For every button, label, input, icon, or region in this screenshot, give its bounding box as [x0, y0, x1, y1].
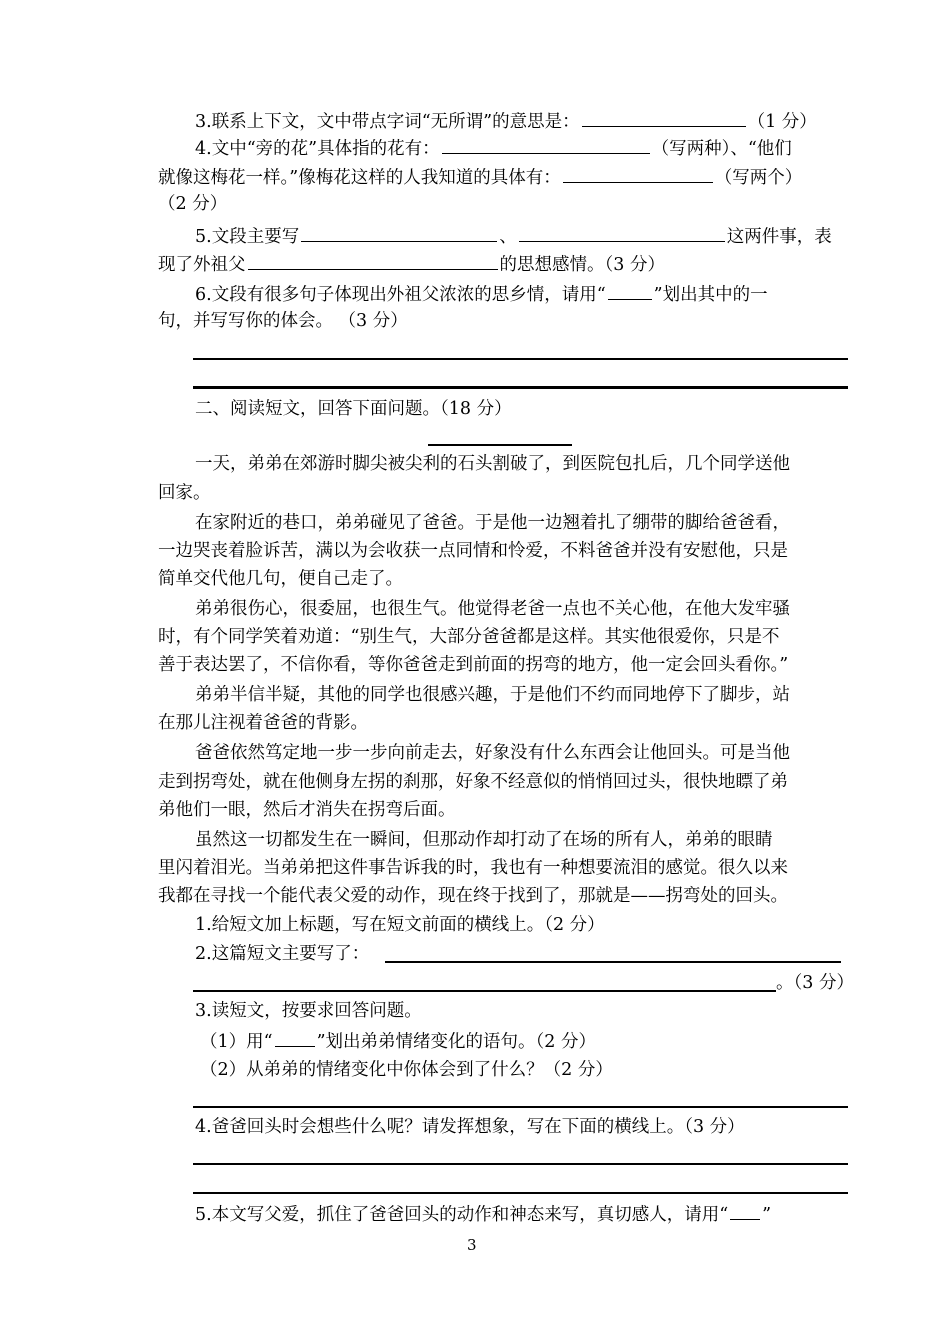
answer-line[interactable]: [193, 386, 848, 389]
question-3-text: 3.联系上下文，文中带点字词“无所谓”的意思是：: [195, 112, 580, 132]
question-5-line-2: [158, 251, 665, 277]
underline-sample: [608, 281, 652, 300]
answer-line[interactable]: [385, 961, 841, 963]
passage-line: 里闪着泪光。当弟弟把这件事告诉我的时，我也有一种想要流泪的感觉。很久以来: [158, 858, 788, 878]
s2-question-2-text: 2.这篇短文主要写了：: [195, 944, 370, 964]
section-2-heading: 二、阅读短文，回答下面问题。（18 分）: [195, 399, 512, 419]
question-6-line-1: [195, 281, 768, 307]
passage-line: 一边哭丧着脸诉苦，满以为会收获一点同情和怜爱，不料爸爸并没有安慰他，只是: [158, 541, 788, 561]
answer-line[interactable]: [193, 1106, 848, 1108]
passage-line: 简单交代他几句，便自己走了。: [158, 569, 403, 589]
question-5-text-a: 5.文段主要写: [195, 227, 300, 247]
question-5-text-d: 的思想感情。（3 分）: [499, 255, 665, 275]
question-4-text-d: （写两个）: [714, 168, 803, 188]
s2-question-3-2: （2）从弟弟的情绪变化中你体会到了什么？（2 分）: [200, 1060, 613, 1080]
answer-line[interactable]: [193, 1192, 848, 1194]
answer-line[interactable]: [193, 990, 776, 992]
question-4-text-b: （写两种）、“他们: [651, 139, 792, 159]
s2-question-2-score: 。（3 分）: [776, 973, 854, 993]
passage-line: 走到拐弯处，就在他侧身左拐的刹那，好象不经意似的悄悄回过头，很快地瞟了弟: [158, 772, 788, 792]
s2-question-2: [195, 942, 369, 966]
question-5-text-b: 这两件事，表: [726, 227, 832, 247]
answer-blank[interactable]: [301, 223, 497, 242]
passage-line: 回家。: [158, 483, 211, 503]
s2-question-5-text-b: ”: [762, 1205, 772, 1225]
question-4-line-1: [195, 135, 792, 161]
s2-question-3-1-text-a: （1）用“: [200, 1032, 273, 1052]
passage-line: 弟弟很伤心，很委屈，也很生气。他觉得老爸一点也不关心他，在他大发牢骚: [195, 599, 790, 619]
question-5-line-1: [195, 223, 832, 249]
question-5-separator: 、: [499, 227, 517, 247]
underline-sample: [730, 1201, 760, 1220]
page-number: 3: [467, 1236, 477, 1254]
passage-line: 在家附近的巷口，弟弟碰见了爸爸。于是他一边翘着扎了绷带的脚给爸爸看，: [195, 513, 790, 533]
question-6-line-2: 句，并写写你的体会。 （3 分）: [158, 311, 408, 331]
answer-blank[interactable]: [519, 223, 725, 242]
passage-line: 弟他们一眼，然后才消失在拐弯后面。: [158, 800, 456, 820]
question-4-line-2: [158, 164, 802, 190]
question-6-text-b: ”划出其中的一: [653, 285, 768, 305]
s2-question-1: 1.给短文加上标题，写在短文前面的横线上。（2 分）: [195, 915, 605, 935]
passage-line: 善于表达罢了，不信你看，等你爸爸走到前面的拐弯的地方，他一定会回头看你。”: [158, 655, 789, 675]
answer-blank[interactable]: [563, 164, 713, 183]
s2-question-5-text-a: 5.本文写父爱，抓住了爸爸回头的动作和神态来写，真切感人，请用“: [195, 1205, 729, 1225]
s2-question-3: 3.读短文，按要求回答问题。: [195, 1001, 422, 1021]
passage-line: 时，有个同学笑着劝道：“别生气，大部分爸爸都是这样。其实他很爱你，只是不: [158, 627, 780, 647]
underline-sample: [275, 1028, 315, 1047]
s2-question-3-1-text-b: ”划出弟弟情绪变化的语句。（2 分）: [316, 1032, 596, 1052]
question-3-line: [195, 108, 817, 134]
passage-line: 弟弟半信半疑，其他的同学也很感兴趣，于是他们不约而同地停下了脚步，站: [195, 685, 790, 705]
s2-question-5: [195, 1201, 771, 1227]
answer-blank[interactable]: [248, 251, 498, 270]
question-4-text-c: 就像这梅花一样。”像梅花这样的人我知道的具体有：: [158, 168, 561, 188]
question-3-score: （1 分）: [747, 112, 817, 132]
question-4-text-a: 4.文中“旁的花”具体指的花有：: [195, 139, 440, 159]
passage-line: 一天，弟弟在郊游时脚尖被尖利的石头割破了，到医院包扎后，几个同学送他: [195, 454, 790, 474]
answer-blank[interactable]: [582, 108, 746, 127]
passage-line: 我都在寻找一个能代表父爱的动作，现在终于找到了，那就是——拐弯处的回头。: [158, 886, 788, 906]
s2-question-4: 4.爸爸回头时会想些什么呢？请发挥想象，写在下面的横线上。（3 分）: [195, 1117, 745, 1137]
question-4-line-3: （2 分）: [158, 194, 228, 214]
title-blank[interactable]: [428, 444, 572, 446]
s2-question-3-1: [200, 1028, 596, 1054]
passage-line: 在那儿注视着爸爸的背影。: [158, 713, 368, 733]
answer-line[interactable]: [193, 358, 848, 360]
passage-line: 爸爸依然笃定地一步一步向前走去，好象没有什么东西会让他回头。可是当他: [195, 743, 790, 763]
answer-blank[interactable]: [442, 135, 650, 154]
question-5-text-c: 现了外祖父: [158, 255, 246, 275]
question-6-text-a: 6.文段有很多句子体现出外祖父浓浓的思乡情，请用“: [195, 285, 606, 305]
passage-line: 虽然这一切都发生在一瞬间，但那动作却打动了在场的所有人，弟弟的眼睛: [195, 830, 773, 850]
answer-line[interactable]: [193, 1163, 848, 1165]
